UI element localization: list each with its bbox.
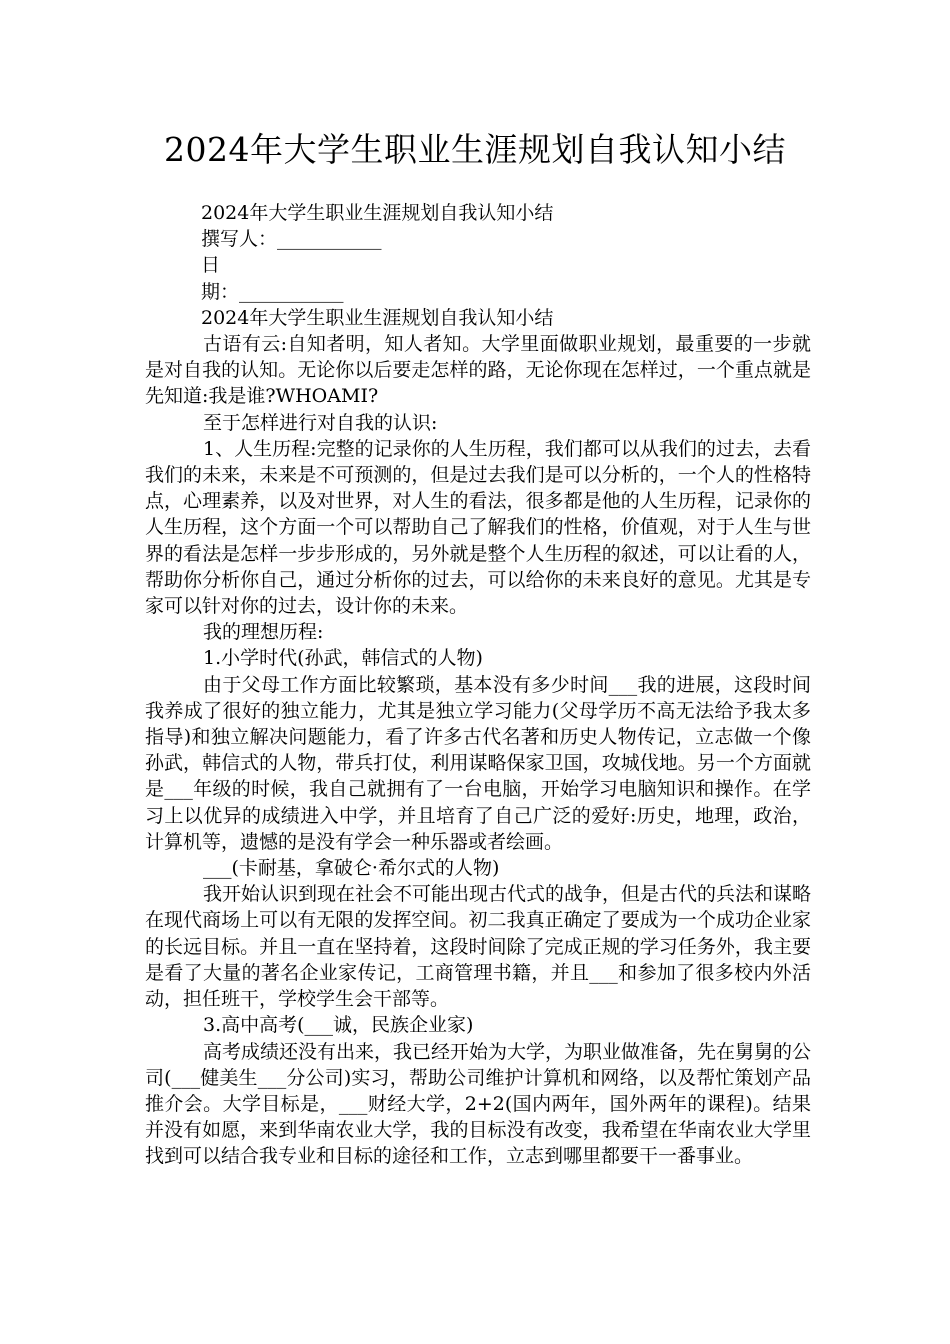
section-heading-high-school: 3.高中高考(___诚，民族企业家) [203, 1014, 474, 1037]
date-line [145, 279, 811, 305]
document-body [145, 200, 811, 1170]
paragraph-how-to: 至于怎样进行对自我的认识: [203, 411, 438, 434]
paragraph-middle-school: 我开始认识到现在社会不可能出现古代式的战争，但是古代的兵法和谋略在现代商场上可以有无限的发挥空间。初二我真正确定了要成为一个成功企业家的长远目标。并且一直在坚持着，这段时间除了完成正规的学习任务外，我主要是看了大量的著名企业家传记，工商管理书籍，并且___和参加了很多校内外活动，担任班干，学校学生会干部等。 [145, 883, 812, 1011]
paragraph-high-school: 高考成绩还没有出来，我已经开始为大学，为职业做准备，先在舅舅的公司(___健美生___分公司)实习，帮助公司维护计算机和网络，以及帮忙策划产品推介会。大学目标是，___财经大学，2+2(国内两年，国外两年的课程)。结果并没有如愿，来到华南农业大学，我的目标没有改变，我希望在华南农业大学里找到可以结合我专业和目标的途径和工作，立志到哪里都要干一番事业。 [145, 1040, 812, 1168]
author-blank: ___________ [277, 228, 382, 251]
author-line [145, 226, 811, 252]
section-heading-primary-school: 1.小学时代(孙武，韩信式的人物) [203, 647, 483, 670]
subtitle: 2024年大学生职业生涯规划自我认知小结 [201, 202, 554, 224]
paragraph-ideal-history-heading: 我的理想历程: [203, 621, 324, 644]
date-label-line-1: 日 [201, 254, 221, 277]
paragraph-intro: 古语有云:自知者明，知人者知。大学里面做职业规划，最重要的一步就是对自我的认知。无论你以后要走怎样的路，无论你现在怎样过，一个重点就是先知道:我是谁?WHOAMI? [145, 333, 811, 408]
paragraph-life-history: 1、人生历程:完整的记录你的人生历程，我们都可以从我们的过去，去看我们的未来，未来是不可预测的，但是过去我们是可以分析的，一个人的性格特点，心理素养，以及对世界，对人生的看法，很多都是他的人生历程，记录你的人生历程，这个方面一个可以帮助自己了解我们的性格，价值观，对于人生与世界的看法是怎样一步步形成的，另外就是整个人生历程的叙述，可以让看的人，帮助你分析你自己，通过分析你的过去，可以给你的未来良好的意见。尤其是专家可以针对你的过去，设计你的未来。 [145, 437, 811, 618]
date-label: 期： [201, 280, 240, 303]
paragraph-primary-school: 由于父母工作方面比较繁琐，基本没有多少时间___我的进展，这段时间我养成了很好的独立能力，尤其是独立学习能力(父母学历不高无法给予我太多指导)和独立解决问题能力，看了许多古代名著和历史人物传记，立志做一个像孙武，韩信式的人物，带兵打仗，利用谋略保家卫国，攻城伐地。另一个方面就是___年级的时候，我自己就拥有了一台电脑，开始学习电脑知识和操作。在学习上以优异的成绩进入中学，并且培育了自己广泛的爱好:历史，地理，政治，计算机等，遗憾的是没有学会一种乐器或者绘画。 [145, 673, 811, 853]
document-title: 2024年大学生职业生涯规划自我认知小结 [164, 130, 786, 169]
author-label: 撰写人： [201, 228, 278, 251]
subtitle-repeat: 2024年大学生职业生涯规划自我认知小结 [201, 306, 554, 329]
date-blank: ___________ [239, 280, 344, 303]
section-heading-middle-school: ___(卡耐基，拿破仑·希尔式的人物) [203, 857, 500, 880]
